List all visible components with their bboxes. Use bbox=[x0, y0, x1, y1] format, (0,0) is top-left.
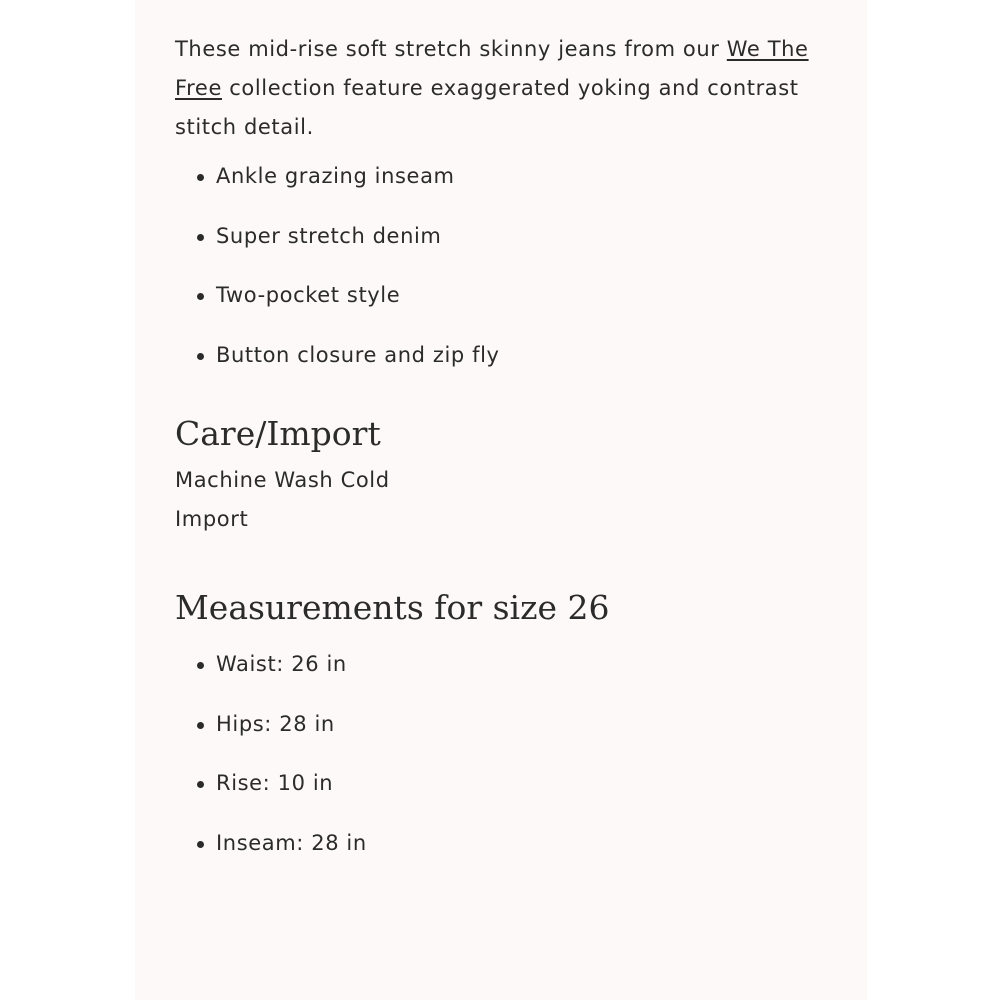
measurements-heading: Measurements for size 26 bbox=[175, 588, 610, 627]
product-description bbox=[175, 30, 815, 147]
care-instruction: Machine Wash Cold bbox=[175, 468, 390, 492]
feature-item: Ankle grazing inseam bbox=[197, 147, 815, 207]
description-text-start: These mid-rise soft stretch skinny jeans from our bbox=[175, 37, 727, 61]
feature-list bbox=[175, 147, 815, 385]
measurement-item: Waist: 26 in bbox=[197, 635, 815, 695]
feature-item: Two-pocket style bbox=[197, 266, 815, 326]
feature-item: Super stretch denim bbox=[197, 207, 815, 267]
feature-item: Button closure and zip fly bbox=[197, 326, 815, 386]
care-import-heading: Care/Import bbox=[175, 414, 381, 453]
measurement-list bbox=[175, 635, 815, 873]
description-text-end: collection feature exaggerated yoking and contrast stitch detail. bbox=[175, 76, 799, 139]
import-note: Import bbox=[175, 507, 249, 531]
measurement-item: Inseam: 28 in bbox=[197, 814, 815, 874]
measurement-item: Rise: 10 in bbox=[197, 754, 815, 814]
measurement-item: Hips: 28 in bbox=[197, 695, 815, 755]
product-details-panel bbox=[135, 0, 867, 1000]
product-details-content bbox=[175, 30, 815, 873]
we-the-free-collection-link[interactable]: We The Free bbox=[175, 37, 809, 100]
